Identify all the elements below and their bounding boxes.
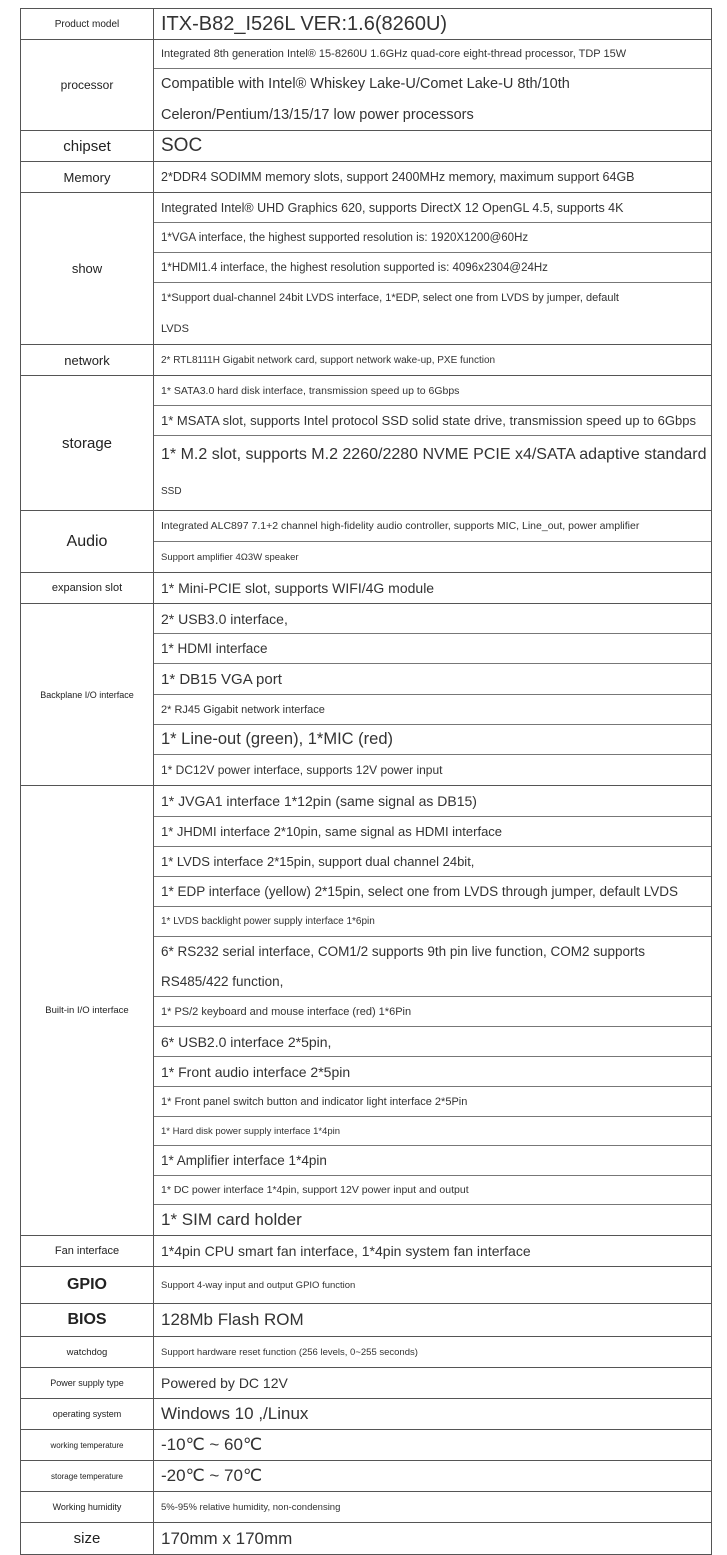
spec-values bbox=[154, 193, 711, 344]
spec-row-power-supply-type bbox=[21, 1368, 711, 1399]
spec-value-cell bbox=[154, 907, 711, 937]
spec-label: watchdog bbox=[21, 1337, 154, 1367]
spec-values bbox=[154, 1337, 711, 1367]
spec-label: working temperature bbox=[21, 1430, 154, 1460]
spec-values bbox=[154, 1236, 711, 1266]
spec-row-working-temperature bbox=[21, 1430, 711, 1461]
spec-value-line: Support amplifier 4Ω3W speaker bbox=[161, 551, 299, 563]
spec-row-product-model bbox=[21, 9, 711, 40]
spec-label: size bbox=[21, 1523, 154, 1554]
spec-row-chipset bbox=[21, 131, 711, 162]
spec-row-storage bbox=[21, 376, 711, 511]
spec-value-line: 1* Line-out (green), 1*MIC (red) bbox=[161, 730, 394, 748]
spec-value-line: 1* PS/2 keyboard and mouse interface (red) 1*6Pin bbox=[161, 1005, 412, 1018]
spec-value-cell bbox=[154, 604, 711, 634]
spec-value-line: 1* SATA3.0 hard disk interface, transmission speed up to 6Gbps bbox=[161, 384, 460, 397]
spec-values bbox=[154, 131, 711, 161]
spec-values bbox=[154, 1430, 711, 1460]
spec-value-line: -20℃ ~ 70℃ bbox=[161, 1466, 263, 1485]
spec-value-line: 2* USB3.0 interface, bbox=[161, 610, 288, 627]
spec-label: Power supply type bbox=[21, 1368, 154, 1398]
spec-value-line: 1*4pin CPU smart fan interface, 1*4pin system fan interface bbox=[161, 1243, 531, 1259]
spec-values bbox=[154, 162, 711, 192]
spec-row-working-humidity bbox=[21, 1492, 711, 1523]
spec-value-line: 1* DC12V power interface, supports 12V power input bbox=[161, 763, 443, 777]
spec-row-expansion-slot bbox=[21, 573, 711, 604]
spec-values bbox=[154, 1399, 711, 1429]
spec-value-line: RS485/422 function, bbox=[161, 973, 284, 989]
spec-value-line: SSD bbox=[161, 486, 182, 497]
spec-label: show bbox=[21, 193, 154, 344]
spec-value-line: 1* JHDMI interface 2*10pin, same signal as HDMI interface bbox=[161, 824, 503, 839]
spec-value-line: 1* Front panel switch button and indicator light interface 2*5Pin bbox=[161, 1095, 468, 1108]
spec-value-line: 1*HDMI1.4 interface, the highest resolution supported is: 4096x2304@24Hz bbox=[161, 261, 548, 274]
spec-label: chipset bbox=[21, 131, 154, 161]
spec-value-line: 1*VGA interface, the highest supported resolution is: 1920X1200@60Hz bbox=[161, 231, 529, 244]
spec-value-cell bbox=[154, 69, 711, 130]
spec-label: processor bbox=[21, 40, 154, 130]
spec-row-size bbox=[21, 1523, 711, 1555]
spec-value-cell bbox=[154, 436, 711, 510]
spec-values bbox=[154, 376, 711, 510]
spec-row-bios bbox=[21, 1304, 711, 1337]
spec-label: Working humidity bbox=[21, 1492, 154, 1522]
spec-values bbox=[154, 1304, 711, 1336]
spec-values bbox=[154, 40, 711, 130]
spec-values bbox=[154, 1368, 711, 1398]
spec-label: Product model bbox=[21, 9, 154, 39]
spec-row-operating-system bbox=[21, 1399, 711, 1430]
spec-value-cell bbox=[154, 817, 711, 847]
spec-value-line: 6* RS232 serial interface, COM1/2 supports 9th pin live function, COM2 supports bbox=[161, 943, 645, 959]
spec-table bbox=[20, 8, 712, 1555]
spec-row-memory bbox=[21, 162, 711, 193]
spec-value-line: 1* LVDS backlight power supply interface 1*6pin bbox=[161, 916, 375, 927]
spec-value-line: 1*Support dual-channel 24bit LVDS interface, 1*EDP, select one from LVDS by jumper, default bbox=[161, 292, 619, 304]
spec-row-backplane-i-o-interface bbox=[21, 604, 711, 786]
spec-value-line: 1* Front audio interface 2*5pin bbox=[161, 1063, 351, 1080]
spec-value-cell bbox=[154, 877, 711, 907]
spec-value-cell bbox=[154, 1087, 711, 1117]
spec-value-cell bbox=[154, 345, 711, 375]
spec-value-line: Integrated 8th generation Intel® 15-8260U 1.6GHz quad-core eight-thread processor, TDP 15W bbox=[161, 48, 627, 60]
spec-value-line: 1* M.2 slot, supports M.2 2260/2280 NVME PCIE x4/SATA adaptive standard bbox=[161, 446, 707, 463]
spec-values bbox=[154, 345, 711, 375]
spec-value-line: 1* Hard disk power supply interface 1*4pin bbox=[161, 1125, 341, 1137]
spec-value-cell bbox=[154, 1027, 711, 1057]
spec-value-line: 6* USB2.0 interface 2*5pin, bbox=[161, 1033, 332, 1050]
spec-values bbox=[154, 1492, 711, 1522]
spec-row-processor bbox=[21, 40, 711, 131]
spec-value-line: 1* JVGA1 interface 1*12pin (same signal as DB15) bbox=[161, 793, 477, 809]
spec-values bbox=[154, 1267, 711, 1303]
spec-value-cell bbox=[154, 1304, 711, 1336]
spec-value-cell bbox=[154, 937, 711, 997]
spec-row-built-in-i-o-interface bbox=[21, 786, 711, 1236]
spec-value-line: 2* RTL8111H Gigabit network card, support network wake-up, PXE function bbox=[161, 354, 496, 366]
spec-value-cell bbox=[154, 131, 711, 161]
spec-values bbox=[154, 786, 711, 1235]
spec-value-cell bbox=[154, 1205, 711, 1235]
spec-label: BIOS bbox=[21, 1304, 154, 1336]
spec-value-line: -10℃ ~ 60℃ bbox=[161, 1435, 263, 1454]
spec-value-line: 1* Amplifier interface 1*4pin bbox=[161, 1153, 327, 1168]
spec-value-cell bbox=[154, 253, 711, 283]
spec-values bbox=[154, 573, 711, 603]
spec-label: Fan interface bbox=[21, 1236, 154, 1266]
spec-value-cell bbox=[154, 847, 711, 877]
spec-value-line: Support 4-way input and output GPIO function bbox=[161, 1279, 356, 1291]
spec-value-line: 1* HDMI interface bbox=[161, 641, 268, 656]
spec-label: operating system bbox=[21, 1399, 154, 1429]
spec-value-cell bbox=[154, 695, 711, 725]
spec-label: storage bbox=[21, 376, 154, 510]
spec-value-cell bbox=[154, 1267, 711, 1303]
spec-label: Backplane I/O interface bbox=[21, 604, 154, 785]
spec-value-line: Compatible with Intel® Whiskey Lake-U/Comet Lake-U 8th/10th bbox=[161, 76, 570, 92]
spec-values bbox=[154, 604, 711, 785]
spec-value-cell bbox=[154, 1399, 711, 1429]
spec-value-line: Windows 10 ,/Linux bbox=[161, 1404, 309, 1423]
spec-value-line: Celeron/Pentium/13/15/17 low power processors bbox=[161, 106, 474, 123]
spec-label: GPIO bbox=[21, 1267, 154, 1303]
spec-value-cell bbox=[154, 1368, 711, 1398]
spec-row-watchdog bbox=[21, 1337, 711, 1368]
spec-value-line: 1* LVDS interface 2*15pin, support dual channel 24bit, bbox=[161, 854, 475, 869]
spec-value-cell bbox=[154, 1430, 711, 1460]
spec-value-cell bbox=[154, 511, 711, 542]
spec-value-cell bbox=[154, 725, 711, 755]
spec-value-line: 2*DDR4 SODIMM memory slots, support 2400MHz memory, maximum support 64GB bbox=[161, 170, 635, 184]
spec-values bbox=[154, 1461, 711, 1491]
spec-value-line: 1* DC power interface 1*4pin, support 12V power input and output bbox=[161, 1184, 469, 1196]
spec-row-storage-temperature bbox=[21, 1461, 711, 1492]
spec-value-cell bbox=[154, 1461, 711, 1491]
spec-value-line: LVDS bbox=[161, 322, 189, 335]
spec-value-cell bbox=[154, 1523, 711, 1554]
spec-value-line: 1* SIM card holder bbox=[161, 1210, 302, 1229]
spec-value-cell bbox=[154, 1236, 711, 1266]
spec-value-cell bbox=[154, 634, 711, 664]
spec-value-cell bbox=[154, 1492, 711, 1522]
spec-values bbox=[154, 1523, 711, 1554]
spec-value-line: Integrated Intel® UHD Graphics 620, supports DirectX 12 OpenGL 4.5, supports 4K bbox=[161, 200, 624, 215]
spec-value-line: 1* DB15 VGA port bbox=[161, 670, 282, 688]
spec-value-line: Powered by DC 12V bbox=[161, 1375, 288, 1391]
spec-value-cell bbox=[154, 1337, 711, 1367]
spec-label: storage temperature bbox=[21, 1461, 154, 1491]
spec-label: expansion slot bbox=[21, 573, 154, 603]
spec-label: Memory bbox=[21, 162, 154, 192]
spec-value-cell bbox=[154, 1117, 711, 1146]
spec-row-fan-interface bbox=[21, 1236, 711, 1267]
spec-value-cell bbox=[154, 664, 711, 695]
spec-value-line: 5%-95% relative humidity, non-condensing bbox=[161, 1501, 341, 1513]
spec-value-line: 1* MSATA slot, supports Intel protocol SSD solid state drive, transmission speed up to 6Gbps bbox=[161, 413, 696, 428]
spec-values bbox=[154, 511, 711, 572]
spec-value-line: 1* EDP interface (yellow) 2*15pin, select one from LVDS through jumper, default LVDS bbox=[161, 884, 679, 899]
spec-value-line: Support hardware reset function (256 levels, 0~255 seconds) bbox=[161, 1346, 418, 1358]
spec-value-cell bbox=[154, 997, 711, 1027]
spec-label: Built-in I/O interface bbox=[21, 786, 154, 1235]
spec-label: Audio bbox=[21, 511, 154, 572]
spec-value-line: SOC bbox=[161, 135, 203, 156]
spec-row-gpio bbox=[21, 1267, 711, 1304]
spec-value-cell bbox=[154, 162, 711, 192]
spec-value-cell bbox=[154, 786, 711, 817]
spec-value-cell bbox=[154, 1146, 711, 1176]
spec-value-cell bbox=[154, 542, 711, 572]
spec-value-cell bbox=[154, 573, 711, 603]
spec-value-cell bbox=[154, 40, 711, 69]
spec-row-show bbox=[21, 193, 711, 345]
spec-value-cell bbox=[154, 1176, 711, 1205]
spec-value-line: 1* Mini-PCIE slot, supports WIFI/4G module bbox=[161, 580, 435, 596]
spec-value-line: Integrated ALC897 7.1+2 channel high-fidelity audio controller, supports MIC, Line_out, power amplifier bbox=[161, 520, 640, 532]
spec-value-cell bbox=[154, 283, 711, 344]
spec-value-cell bbox=[154, 406, 711, 436]
spec-value-line: 2* RJ45 Gigabit network interface bbox=[161, 703, 325, 716]
spec-label: network bbox=[21, 345, 154, 375]
spec-value-line: 170mm x 170mm bbox=[161, 1528, 293, 1548]
spec-value-cell bbox=[154, 1057, 711, 1087]
spec-value-line: ITX-B82_I526L VER:1.6(8260U) bbox=[161, 12, 448, 35]
spec-value-cell bbox=[154, 223, 711, 253]
spec-row-audio bbox=[21, 511, 711, 573]
spec-row-network bbox=[21, 345, 711, 376]
spec-values bbox=[154, 9, 711, 39]
spec-value-cell bbox=[154, 376, 711, 406]
spec-value-cell bbox=[154, 193, 711, 223]
spec-value-cell bbox=[154, 9, 711, 39]
spec-value-line: 128Mb Flash ROM bbox=[161, 1310, 304, 1329]
spec-value-cell bbox=[154, 755, 711, 785]
